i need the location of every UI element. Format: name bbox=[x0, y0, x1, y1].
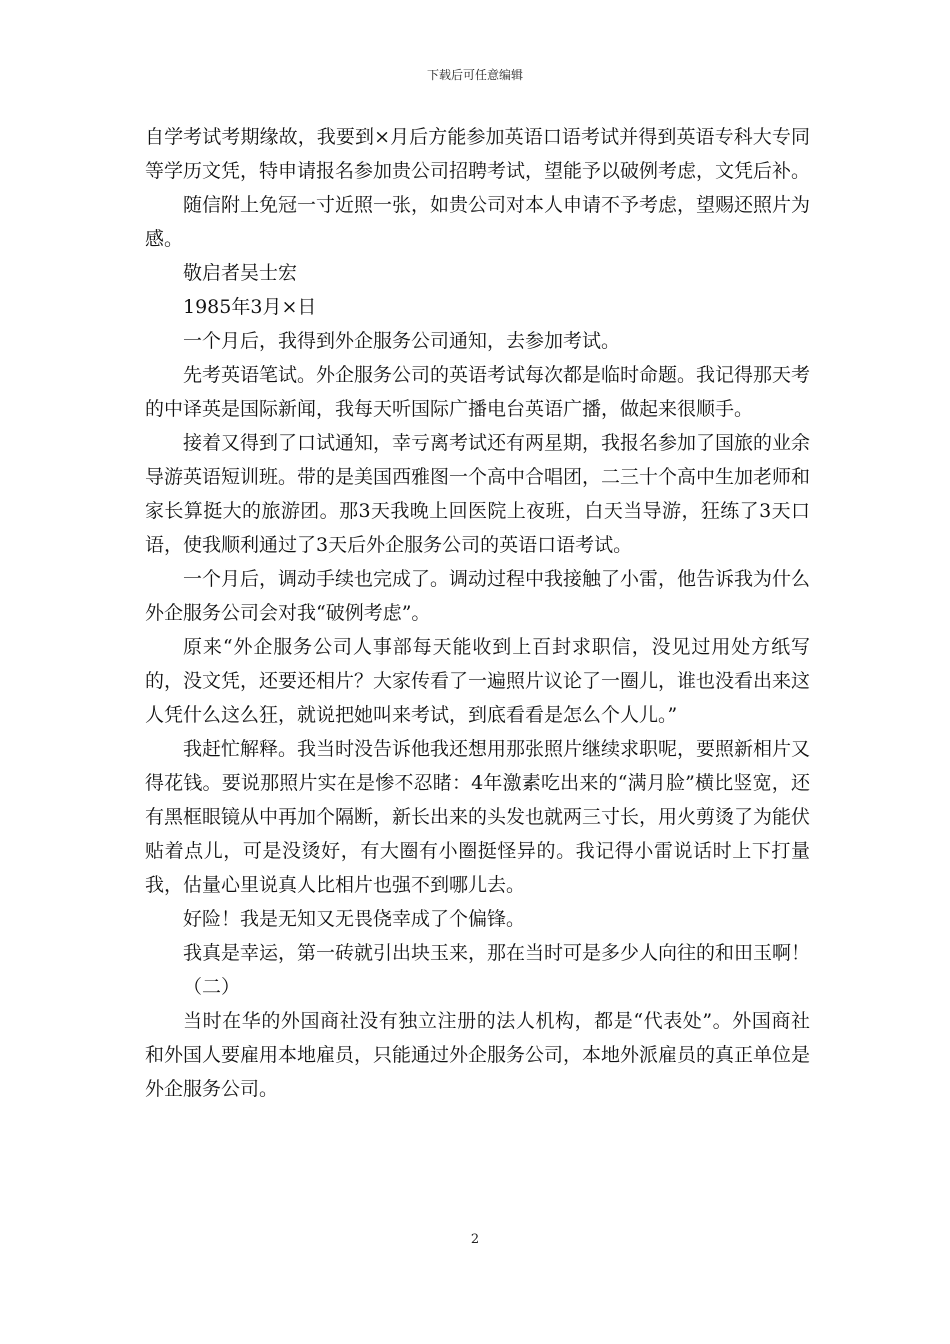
page-number: 2 bbox=[470, 1232, 480, 1247]
paragraph-14: 当时在华的外国商社没有独立注册的法人机构，都是“代表处”。外国商社和外国人要雇用本地雇员，只能通过外企服务公司，本地外派雇员的真正单位是外企服务公司。 bbox=[145, 1010, 811, 1100]
paragraph-1: 自学考试考期缘故，我要到×月后方能参加英语口语考试并得到英语专科大专同等学历文凭，特申请报名参加贵公司招聘考试，望能予以破例考虑，文凭后补。 bbox=[145, 126, 811, 182]
paragraph-9: 原来“外企服务公司人事部每天能收到上百封求职信，没见过用处方纸写的，没文凭，还要还相片？大家传看了一遍照片议论了一圈儿，谁也没看出来这人凭什么这么狂，就说把她叫来考试，到底看看是怎么个人儿。” bbox=[145, 636, 811, 726]
paragraph-10: 我赶忙解释。我当时没告诉他我还想用那张照片继续求职呢，要照新相片又得花钱。要说那照片实在是惨不忍睹：4年激素吃出来的“满月脸”横比竖宽，还有黑框眼镜从中再加个隔断，新长出来的头发也就两三寸长，用火剪烫了为能伏贴着点儿，可是没烫好，有大圈有小圈挺怪异的。我记得小雷说话时上下打量我，估量心里说真人比相片也强不到哪儿去。 bbox=[145, 738, 811, 896]
paragraph-11: 好险！我是无知又无畏侥幸成了个偏锋。 bbox=[183, 908, 526, 930]
document-body bbox=[145, 120, 810, 1106]
paragraph-date: 1985年3月×日 bbox=[183, 296, 317, 318]
paragraph-5: 一个月后，我得到外企服务公司通知，去参加考试。 bbox=[183, 330, 621, 352]
section-heading: （二） bbox=[183, 976, 241, 998]
paragraph-7: 接着又得到了口试通知，幸亏离考试还有两星期，我报名参加了国旅的业余导游英语短训班。带的是美国西雅图一个高中合唱团，二三十个高中生加老师和家长算挺大的旅游团。那3天我晚上回医院上夜班，白天当导游，狂练了3天口语，使我顺利通过了3天后外企服务公司的英语口语考试。 bbox=[145, 432, 811, 556]
page-header: 下载后可任意编辑 bbox=[426, 68, 523, 82]
paragraph-6: 先考英语笔试。外企服务公司的英语考试每次都是临时命题。我记得那天考的中译英是国际新闻，我每天听国际广播电台英语广播，做起来很顺手。 bbox=[145, 364, 811, 420]
paragraph-8: 一个月后，调动手续也完成了。调动过程中我接触了小雷，他告诉我为什么外企服务公司会对我“破例考虑”。 bbox=[145, 568, 811, 624]
paragraph-12: 我真是幸运，第一砖就引出块玉来，那在当时可是多少人向往的和田玉啊！ bbox=[183, 942, 811, 964]
paragraph-2: 随信附上免冠一寸近照一张，如贵公司对本人申请不予考虑，望赐还照片为感。 bbox=[145, 194, 811, 250]
paragraph-signature: 敬启者吴士宏 bbox=[183, 262, 298, 284]
